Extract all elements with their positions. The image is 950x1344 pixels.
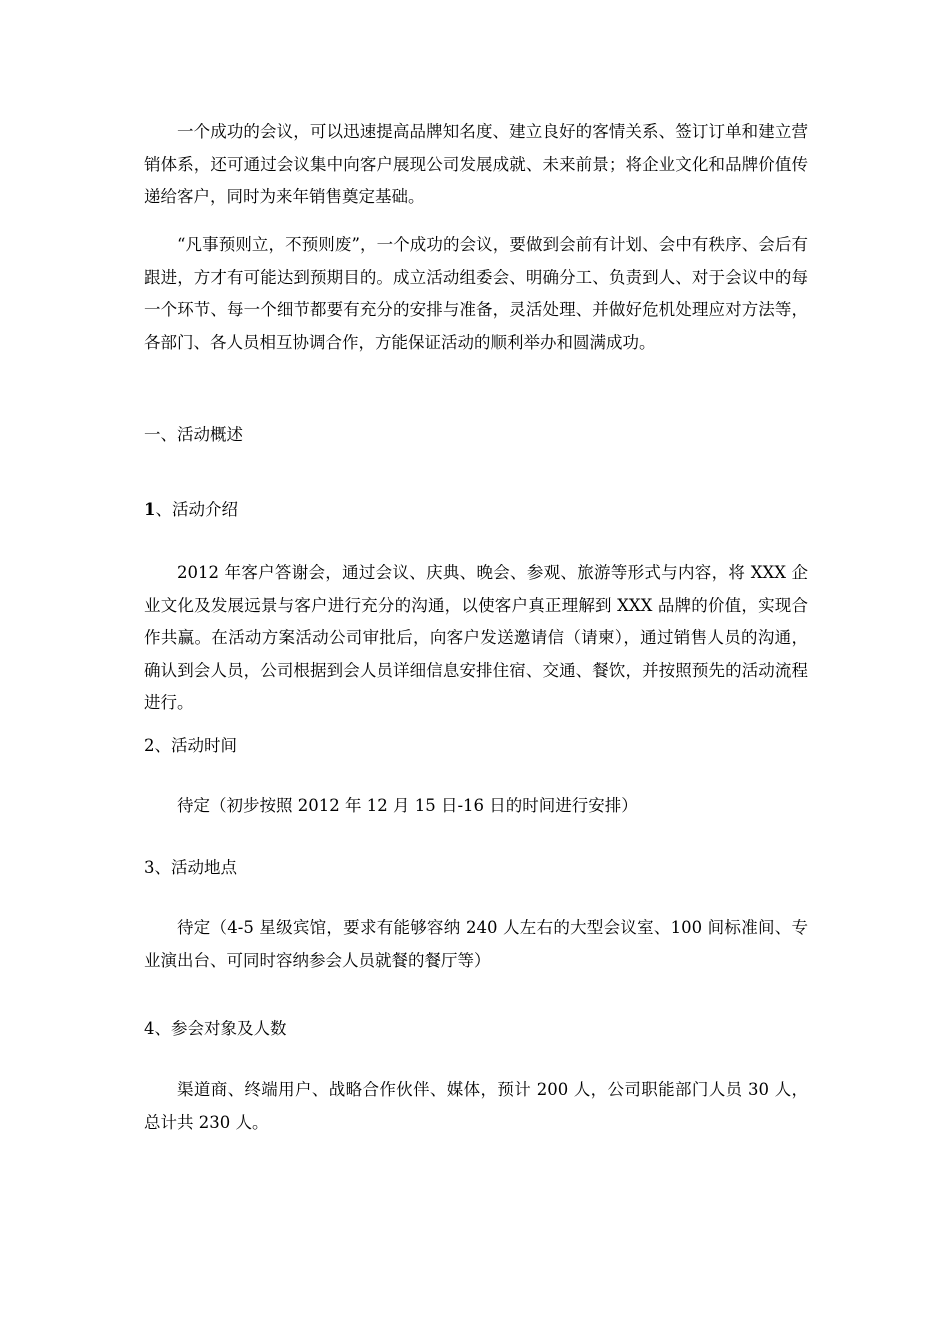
subsection-title: 、活动介绍 (155, 500, 238, 519)
subsection-heading-time: 2、活动时间 (144, 736, 237, 755)
intro-paragraph-2: “凡事预则立，不预则废”，一个成功的会议，要做到会前有计划、会中有秩序、会后有跟进，方才有可能达到预期目的。成立活动组委会、明确分工、负责到人、对于会议中的每一个环节、每一个细节都要有充分的安排与准备，灵活处理、并做好危机处理应对方法等，各部门、各人员相互协调合作，方能保证活动的顺利举办和圆满成功。 (144, 235, 808, 352)
intro-paragraph-1: 一个成功的会议，可以迅速提高品牌知名度、建立良好的客情关系、签订订单和建立营销体系，还可通过会议集中向客户展现公司发展成就、未来前景；将企业文化和品牌价值传递给客户，同时为来年销售奠定基础。 (144, 122, 808, 206)
subsection-heading-place: 3、活动地点 (144, 858, 237, 877)
section-heading: 一、活动概述 (144, 425, 243, 444)
place-body-paragraph: 待定（4-5 星级宾馆，要求有能够容纳 240 人左右的大型会议室、100 间标准间、专业演出台、可同时容纳参会人员就餐的餐厅等） (144, 918, 808, 970)
time-body-paragraph: 待定（初步按照 2012 年 12 月 15 日-16 日的时间进行安排） (177, 796, 638, 815)
attendees-body-paragraph: 渠道商、终端用户、战略合作伙伴、媒体，预计 200 人，公司职能部门人员 30 人，总计共 230 人。 (144, 1080, 808, 1132)
subsection-heading-attendees: 4、参会对象及人数 (144, 1019, 287, 1038)
subsection-number: 1 (144, 500, 156, 519)
intro-body-paragraph: 2012 年客户答谢会，通过会议、庆典、晚会、参观、旅游等形式与内容，将 XXX 企业文化及发展远景与客户进行充分的沟通，以使客户真正理解到 XXX 品牌的价值，实现合作共赢。在活动方案活动公司审批后，向客户发送邀请信（请柬），通过销售人员的沟通，确认到会人员，公司根据到会人员详细信息安排住宿、交通、餐饮，并按照预先的活动流程进行。 (144, 563, 808, 712)
subsection-heading-intro (144, 494, 808, 526)
